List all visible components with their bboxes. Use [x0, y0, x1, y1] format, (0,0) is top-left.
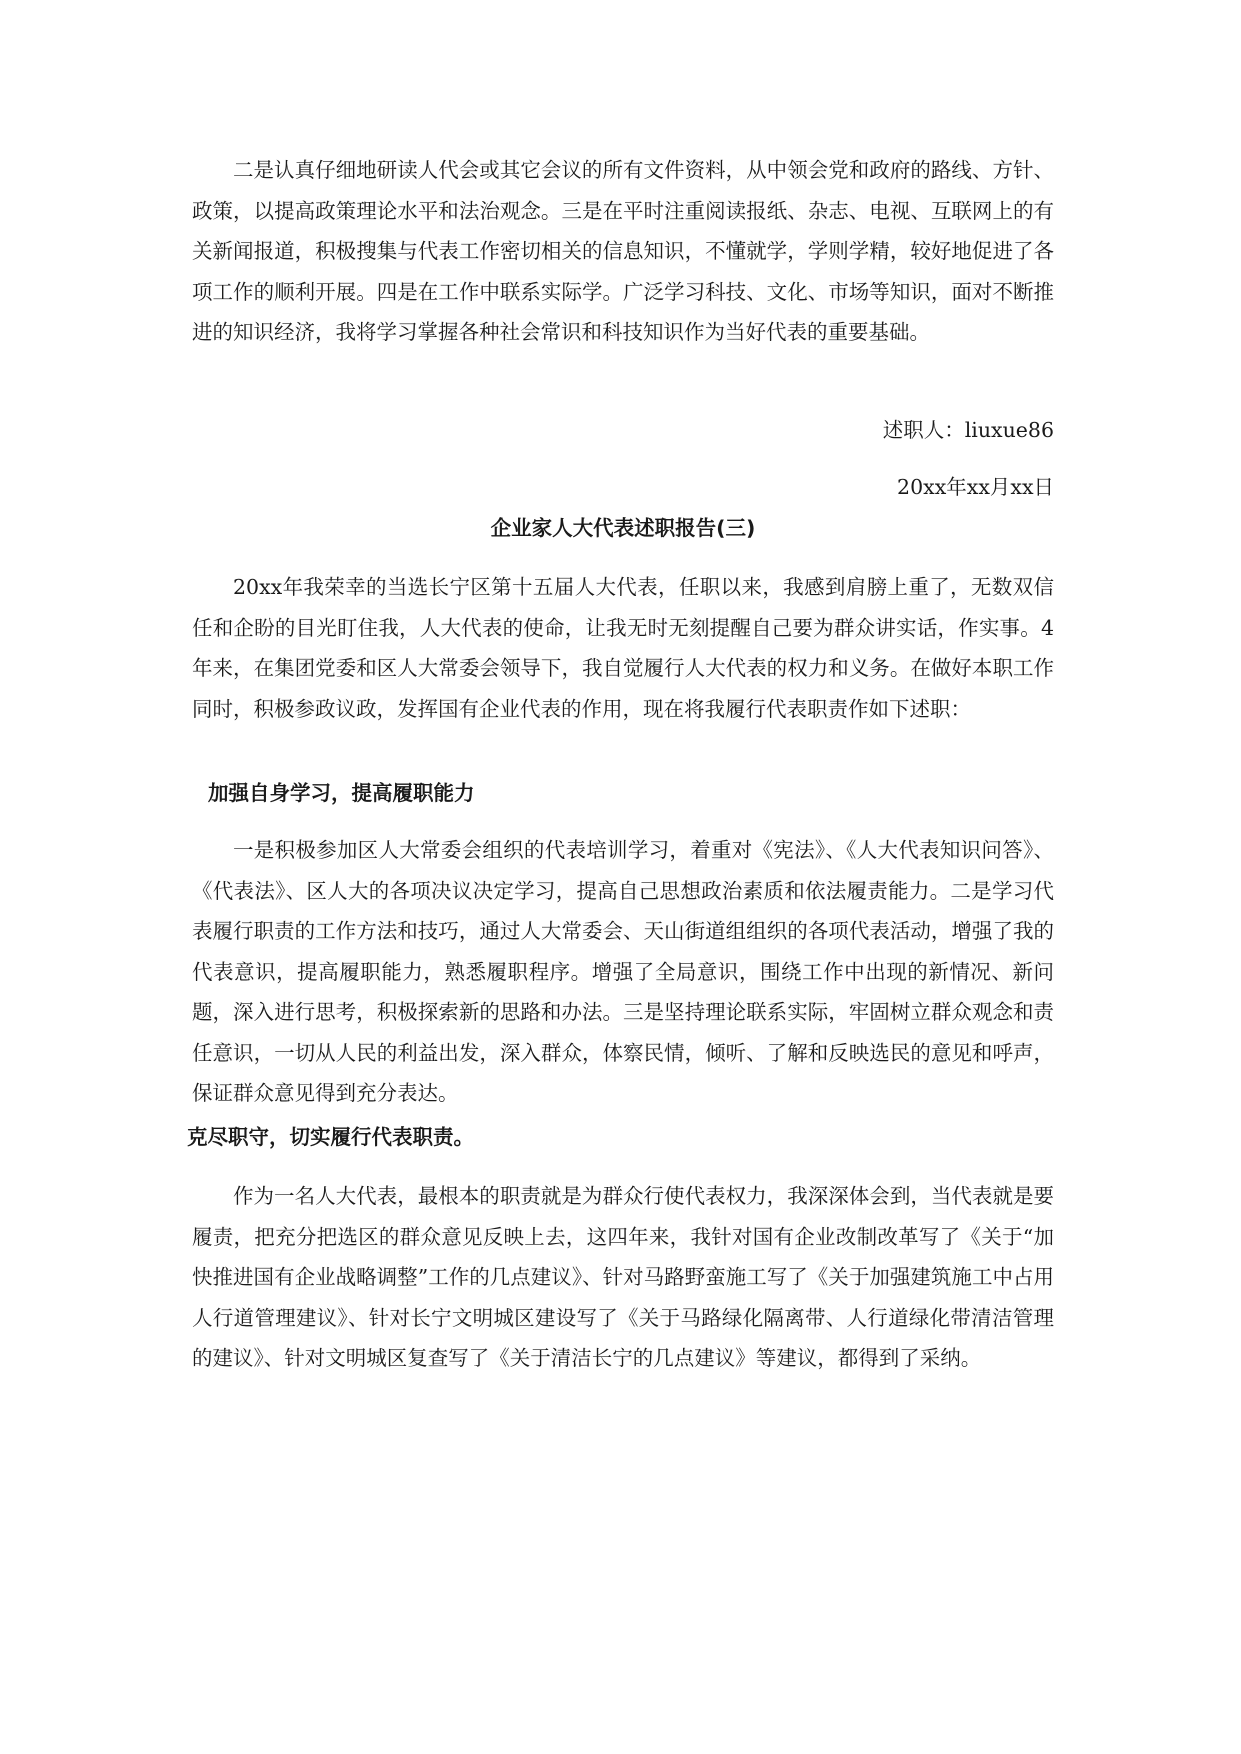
paragraph-proposals	[192, 1176, 1054, 1379]
section-heading-duties: 克尽职守，切实履行代表职责。	[187, 1125, 474, 1149]
reporter-signature: 述职人：liuxue86	[882, 418, 1054, 442]
paragraph-text: 二是认真仔细地研读人代会或其它会议的所有文件资料，从中领会党和政府的路线、方针、政策，以提高政策理论水平和法治观念。三是在平时注重阅读报纸、杂志、电视、互联网上的有关新闻报道，积极搜集与代表工作密切相关的信息知识，不懂就学，学则学精，较好地促进了各项工作的顺利开展。四是在工作中联系实际学。广泛学习科技、文化、市场等知识，面对不断推进的知识经济，我将学习掌握各种社会常识和科技知识作为当好代表的重要基础。	[192, 158, 1054, 344]
paragraph-study-methods	[192, 150, 1054, 353]
paragraph-text: 作为一名人大代表，最根本的职责就是为群众行使代表权力，我深深体会到，当代表就是要履责，把充分把选区的群众意见反映上去，这四年来，我针对国有企业改制改革写了《关于“加快推进国有企业战略调整”工作的几点建议》、针对马路野蛮施工写了《关于加强建筑施工中占用人行道管理建议》、针对长宁文明城区建设写了《关于马路绿化隔离带、人行道绿化带清洁管理的建议》、针对文明城区复查写了《关于清洁长宁的几点建议》等建议，都得到了采纳。	[192, 1184, 1054, 1370]
section-heading-study: 加强自身学习，提高履职能力	[208, 781, 475, 805]
report-date: 20xx年xx月xx日	[897, 475, 1054, 499]
paragraph-text: 一是积极参加区人大常委会组织的代表培训学习，着重对《宪法》、《人大代表知识问答》、《代表法》、区人大的各项决议决定学习，提高自己思想政治素质和依法履责能力。二是学习代表履行职责的工作方法和技巧，通过人大常委会、天山街道组组织的各项代表活动，增强了我的代表意识，提高履职能力，熟悉履职程序。增强了全局意识，围绕工作中出现的新情况、新问题，深入进行思考，积极探索新的思路和办法。三是坚持理论联系实际，牢固树立群众观念和责任意识，一切从人民的利益出发，深入群众，体察民情，倾听、了解和反映选民的意见和呼声，保证群众意见得到充分表达。	[192, 838, 1054, 1105]
paragraph-text: 20xx年我荣幸的当选长宁区第十五届人大代表，任职以来，我感到肩膀上重了，无数双信任和企盼的目光盯住我，人大代表的使命，让我无时无刻提醒自己要为群众讲实话，作实事。4年来，在集团党委和区人大常委会领导下，我自觉履行人大代表的权力和义务。在做好本职工作同时，积极参政议政，发挥国有企业代表的作用，现在将我履行代表职责作如下述职：	[192, 575, 1054, 721]
paragraph-training	[192, 830, 1054, 1114]
paragraph-introduction	[192, 567, 1054, 729]
report-title: 企业家人大代表述职报告(三)	[490, 516, 756, 540]
